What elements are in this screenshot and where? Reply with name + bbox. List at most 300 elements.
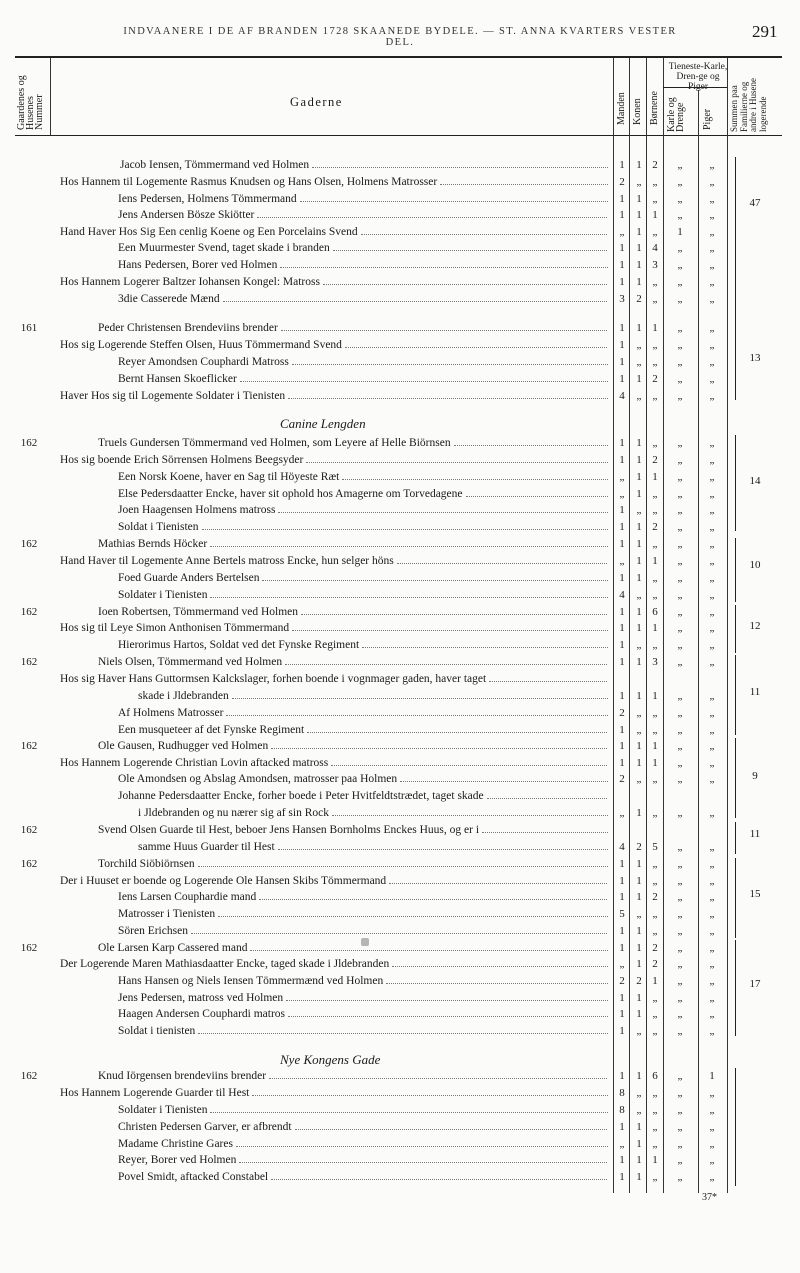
ledger-row [0, 1006, 800, 1023]
ledger-row [0, 1085, 800, 1102]
count-m: „ [619, 1138, 625, 1150]
count-m: 4 [619, 841, 625, 853]
entry-text [60, 956, 608, 973]
entry-text [60, 337, 608, 354]
count-k: „ [636, 589, 642, 601]
group-total: 11 [749, 686, 761, 698]
leader-dots [300, 201, 608, 202]
count-m: 1 [619, 1070, 625, 1082]
ledger-row [0, 1169, 800, 1186]
group-brace [735, 538, 736, 602]
leader-dots [198, 1033, 608, 1034]
section-title: Nye Kongens Gade [280, 1052, 381, 1067]
entry-label: Hand Haver Hos Sig Een cenlig Koene og Een Porcelains Svend [60, 226, 358, 238]
count-kd: „ [677, 942, 683, 954]
count-m: 1 [619, 606, 625, 618]
count-b: „ [652, 226, 658, 238]
entry-text [118, 1023, 608, 1040]
count-b: „ [652, 807, 658, 819]
count-m: „ [619, 488, 625, 500]
ledger-row [0, 889, 800, 906]
leader-dots [489, 681, 608, 682]
entry-label: skade i Jldebranden [138, 690, 229, 702]
count-kd: „ [677, 875, 683, 887]
group-brace [735, 435, 736, 531]
leader-dots [301, 614, 608, 615]
count-p: „ [709, 908, 715, 920]
count-m: 1 [619, 159, 625, 171]
ledger-row [0, 1152, 800, 1169]
count-p: „ [709, 807, 715, 819]
entry-label: Hos Hannem Logerende Guarder til Hest [60, 1087, 250, 1099]
count-k: „ [636, 724, 642, 736]
entry-label: Iens Larsen Couphardie mand [118, 891, 257, 903]
count-b: „ [652, 1121, 658, 1133]
leader-dots [400, 781, 608, 782]
count-b: „ [652, 176, 658, 188]
leader-dots [210, 546, 608, 547]
count-b: „ [652, 504, 658, 516]
ledger-row [0, 207, 800, 224]
count-b: „ [652, 276, 658, 288]
leader-dots [332, 815, 608, 816]
ledger-row [0, 435, 800, 452]
entry-label: Reyer, Borer ved Holmen [118, 1154, 237, 1166]
ledger-row [0, 291, 800, 308]
count-k: 1 [636, 992, 642, 1004]
entry-label: Haver Hos sig til Logemente Soldater i Tienisten [60, 390, 286, 402]
entry-text [60, 1085, 608, 1102]
count-p: „ [709, 488, 715, 500]
group-brace [735, 655, 736, 735]
entry-label: Iens Pedersen, Holmens Tömmermand [118, 193, 297, 205]
col-summen: Summen paa Familierne og andre i Husene logerende [729, 78, 768, 132]
entry-label: Af Holmens Matrosser [118, 707, 224, 719]
count-k: 1 [636, 437, 642, 449]
ledger-row [0, 654, 800, 671]
count-kd: „ [677, 1154, 683, 1166]
count-k: 1 [636, 875, 642, 887]
entry-label: Een Muurmester Svend, taget skade i branden [118, 242, 330, 254]
count-m: 1 [619, 724, 625, 736]
entry-label: Jens Andersen Bösze Skiötter [118, 209, 255, 221]
count-m: 1 [619, 622, 625, 634]
ledger-row [0, 1023, 800, 1040]
ledger-row [0, 805, 800, 822]
count-p: „ [709, 925, 715, 937]
count-p: „ [709, 1154, 715, 1166]
entry-text [118, 291, 608, 308]
leader-dots [240, 381, 608, 382]
count-k: 1 [636, 521, 642, 533]
leader-dots [386, 983, 608, 984]
count-k: 1 [636, 958, 642, 970]
entry-label: Hierorimus Hartos, Soldat ved det Fynske Regiment [118, 639, 360, 651]
count-m: 2 [619, 707, 625, 719]
ledger-row [0, 452, 800, 469]
count-m: 1 [619, 454, 625, 466]
ledger-row [0, 738, 800, 755]
ink-blot [361, 938, 369, 946]
entry-text [118, 371, 608, 388]
count-kd: „ [677, 925, 683, 937]
ledger-row [0, 788, 800, 805]
count-k: 1 [636, 757, 642, 769]
house-number: 162 [20, 656, 38, 668]
count-b: 2 [652, 521, 658, 533]
count-k: 1 [636, 454, 642, 466]
count-b: 3 [652, 259, 658, 271]
count-p: „ [709, 242, 715, 254]
count-p: „ [709, 690, 715, 702]
entry-label: Truels Gundersen Tömmermand ved Holmen, som Leyere af Helle Biörnsen [98, 437, 451, 449]
ledger-row [0, 671, 800, 688]
count-k: 1 [636, 226, 642, 238]
leader-dots [280, 267, 608, 268]
col-gaderne: Gaderne [290, 95, 343, 109]
ledger-row [0, 388, 800, 405]
count-b: „ [652, 707, 658, 719]
entry-text [118, 1136, 608, 1153]
entry-text [98, 435, 608, 452]
count-kd: „ [677, 293, 683, 305]
count-b: „ [652, 293, 658, 305]
count-k: „ [636, 356, 642, 368]
count-m: 8 [619, 1104, 625, 1116]
ledger-row [0, 973, 800, 990]
ledger-row [0, 157, 800, 174]
ledger-row [0, 371, 800, 388]
rule-tjeneste [663, 87, 727, 88]
entry-text [118, 191, 608, 208]
count-kd: „ [677, 740, 683, 752]
count-b: 1 [652, 209, 658, 221]
rule-gaard [50, 58, 51, 135]
count-k: 1 [636, 1070, 642, 1082]
count-p: „ [709, 622, 715, 634]
ledger-row [0, 1068, 800, 1085]
header-bottom-rule [15, 135, 782, 136]
group-total: 10 [749, 559, 761, 571]
entry-label: Hos Hannem Logerende Christian Lovin aftacked matross [60, 757, 329, 769]
count-k: 1 [636, 572, 642, 584]
count-b: 3 [652, 656, 658, 668]
group-brace [735, 605, 736, 653]
count-m: 1 [619, 521, 625, 533]
ledger-row [0, 637, 800, 654]
count-p: „ [709, 1087, 715, 1099]
entry-label: Hans Hansen og Niels Iensen Tömmermænd ved Holmen [118, 975, 384, 987]
count-kd: „ [677, 555, 683, 567]
entry-label: samme Huus Guarder til Hest [138, 841, 275, 853]
leader-dots [285, 664, 608, 665]
count-m: 1 [619, 193, 625, 205]
count-p: „ [709, 639, 715, 651]
count-b: 6 [652, 606, 658, 618]
count-b: 2 [652, 373, 658, 385]
leader-dots [269, 1078, 608, 1079]
count-m: 1 [619, 242, 625, 254]
entry-text [98, 940, 608, 957]
entry-label: Hos sig Logerende Steffen Olsen, Huus Tömmermand Svend [60, 339, 342, 351]
entry-label: Povel Smidt, aftacked Constabel [118, 1171, 269, 1183]
leader-dots [292, 630, 608, 631]
entry-text [138, 839, 608, 856]
ledger-row [0, 587, 800, 604]
leader-dots [232, 698, 608, 699]
entry-text [118, 973, 608, 990]
count-k: „ [636, 908, 642, 920]
ledger-row [0, 486, 800, 503]
group-total: 9 [752, 770, 758, 782]
count-b: „ [652, 1104, 658, 1116]
group-brace [735, 940, 736, 1036]
count-k: 1 [636, 1121, 642, 1133]
count-m: 1 [619, 639, 625, 651]
leader-dots [257, 217, 608, 218]
entry-text [118, 889, 608, 906]
entry-text [60, 873, 608, 890]
entry-label: Een Norsk Koene, haver en Sag til Höyeste Ræt [118, 471, 340, 483]
count-b: 1 [652, 975, 658, 987]
entry-label: Torchild Siöbiörnsen [98, 858, 195, 870]
count-b: 6 [652, 1070, 658, 1082]
leader-dots [392, 966, 608, 967]
count-k: 1 [636, 555, 642, 567]
count-m: 1 [619, 875, 625, 887]
count-kd: „ [677, 1070, 683, 1082]
count-k: 1 [636, 193, 642, 205]
signature-mark: 37* [702, 1192, 717, 1203]
leader-dots [331, 765, 608, 766]
entry-label: Een musqueteer af det Fynske Regiment [118, 724, 305, 736]
entry-label: Knud Iörgensen brendeviins brender [98, 1070, 267, 1082]
count-kd: „ [677, 504, 683, 516]
entry-label: Soldat i tienisten [118, 1025, 196, 1037]
count-p: „ [709, 1025, 715, 1037]
count-k: 1 [636, 209, 642, 221]
entry-label: Matrosser i Tienisten [118, 908, 216, 920]
count-kd: „ [677, 639, 683, 651]
leader-dots [288, 1016, 608, 1017]
ledger-row [0, 337, 800, 354]
count-b: 2 [652, 942, 658, 954]
count-p: „ [709, 322, 715, 334]
count-p: „ [709, 373, 715, 385]
count-p: „ [709, 724, 715, 736]
count-kd: „ [677, 356, 683, 368]
entry-label: Haagen Andersen Couphardi matros [118, 1008, 286, 1020]
leader-dots [487, 798, 608, 799]
count-kd: „ [677, 807, 683, 819]
count-k: 2 [636, 975, 642, 987]
ledger-row [0, 174, 800, 191]
running-head: INDVAANERE I DE AF BRANDEN 1728 SKAANEDE BYDELE. — ST. ANNA KVARTERS VESTER DEL. [123, 26, 677, 48]
count-b: 2 [652, 454, 658, 466]
count-kd: 1 [677, 226, 683, 238]
count-p: „ [709, 437, 715, 449]
entry-label: Mathias Bernds Höcker [98, 538, 208, 550]
entry-label: Peder Christensen Brendeviins brender [98, 322, 278, 334]
count-b: „ [652, 875, 658, 887]
entry-label: Hos Hannem til Logemente Rasmus Knudsen og Hans Olsen, Holmens Matrosser [60, 176, 438, 188]
count-kd: „ [677, 572, 683, 584]
entry-label: Hos sig til Leye Simon Anthonisen Tömmermand [60, 622, 290, 634]
leader-dots [342, 479, 608, 480]
entry-text [60, 224, 608, 241]
count-p: „ [709, 471, 715, 483]
leader-dots [397, 563, 608, 564]
entry-text [118, 502, 608, 519]
count-b: „ [652, 1171, 658, 1183]
entry-label: Else Pedersdaatter Encke, haver sit ophold hos Amagerne om Torvedagene [118, 488, 463, 500]
entry-text [118, 240, 608, 257]
entry-label: Jacob Iensen, Tömmermand ved Holmen [120, 159, 310, 171]
entry-label: Der Logerende Maren Mathiasdaatter Encke, taged skade i Jldebranden [60, 958, 390, 970]
count-m: 1 [619, 356, 625, 368]
leader-dots [361, 234, 608, 235]
ledger-row [0, 553, 800, 570]
count-b: „ [652, 1025, 658, 1037]
leader-dots [306, 462, 608, 463]
entry-text [118, 257, 608, 274]
entry-text [118, 207, 608, 224]
entry-label: Hos sig Haver Hans Guttormsen Kalckslager, forhen boende i vognmager gaden, haver taget [60, 673, 487, 685]
count-k: 2 [636, 293, 642, 305]
count-k: 1 [636, 471, 642, 483]
leader-dots [218, 916, 608, 917]
count-kd: „ [677, 841, 683, 853]
count-m: „ [619, 471, 625, 483]
count-b: „ [652, 572, 658, 584]
count-m: 1 [619, 538, 625, 550]
count-k: „ [636, 390, 642, 402]
count-k: 1 [636, 538, 642, 550]
leader-dots [345, 347, 608, 348]
count-b: 1 [652, 622, 658, 634]
ledger-row [0, 240, 800, 257]
ledger-row [0, 839, 800, 856]
entry-label: Soldater i Tienisten [118, 1104, 208, 1116]
entry-text [120, 157, 608, 174]
entry-text [98, 822, 608, 839]
count-m: 1 [619, 1171, 625, 1183]
count-k: 1 [636, 159, 642, 171]
count-b: 2 [652, 159, 658, 171]
count-b: „ [652, 488, 658, 500]
ledger-row [0, 257, 800, 274]
count-p: „ [709, 572, 715, 584]
ledger-row [0, 274, 800, 291]
entry-text [118, 705, 608, 722]
ledger-row [0, 906, 800, 923]
house-number: 162 [20, 1070, 38, 1082]
count-kd: „ [677, 606, 683, 618]
leader-dots [259, 899, 608, 900]
entry-text [118, 570, 608, 587]
count-kd: „ [677, 656, 683, 668]
entry-text [98, 536, 608, 553]
entry-label: Sören Erichsen [118, 925, 188, 937]
count-b: „ [652, 339, 658, 351]
count-p: „ [709, 589, 715, 601]
entry-text [118, 1006, 608, 1023]
count-m: 1 [619, 322, 625, 334]
entry-text [60, 671, 608, 688]
ledger-row [0, 320, 800, 337]
house-number: 162 [20, 740, 38, 752]
leader-dots [362, 647, 608, 648]
count-b: „ [652, 589, 658, 601]
col-bornene: Børnene [649, 91, 660, 125]
count-b: 1 [652, 690, 658, 702]
count-kd: „ [677, 1008, 683, 1020]
col-tjeneste: Tieneste-Karle, Dren-ge og Piger [668, 62, 728, 92]
count-kd: „ [677, 209, 683, 221]
group-total: 12 [749, 620, 761, 632]
leader-dots [262, 580, 608, 581]
leader-dots [223, 301, 608, 302]
leader-dots [198, 866, 608, 867]
count-m: 1 [619, 992, 625, 1004]
count-p: „ [709, 1171, 715, 1183]
count-k: 1 [636, 656, 642, 668]
count-m: 1 [619, 339, 625, 351]
entry-label: Hand Haver til Logemente Anne Bertels matross Encke, hun selger höns [60, 555, 394, 567]
count-k: 1 [636, 622, 642, 634]
count-p: „ [709, 1138, 715, 1150]
ledger-row [0, 873, 800, 890]
ledger-row [0, 705, 800, 722]
count-m: 1 [619, 572, 625, 584]
col-karle: Karle og Drenge [666, 97, 686, 132]
ledger-row [0, 536, 800, 553]
ledger-row [0, 688, 800, 705]
entry-label: Madame Christine Gares [118, 1138, 233, 1150]
count-kd: „ [677, 373, 683, 385]
count-kd: „ [677, 975, 683, 987]
count-kd: „ [677, 437, 683, 449]
count-k: 1 [636, 373, 642, 385]
entry-text [60, 755, 608, 772]
leader-dots [226, 715, 608, 716]
entry-text [98, 738, 608, 755]
entry-text [118, 486, 608, 503]
count-kd: „ [677, 1087, 683, 1099]
count-b: 1 [652, 555, 658, 567]
count-m: 1 [619, 276, 625, 288]
count-p: „ [709, 958, 715, 970]
count-m: 4 [619, 390, 625, 402]
count-m: 1 [619, 740, 625, 752]
entry-text [60, 174, 608, 191]
count-m: 1 [619, 437, 625, 449]
entry-text [118, 1102, 608, 1119]
house-number: 162 [20, 437, 38, 449]
count-b: „ [652, 193, 658, 205]
count-p: „ [709, 454, 715, 466]
entry-text [98, 856, 608, 873]
entry-text [118, 354, 608, 371]
count-kd: „ [677, 242, 683, 254]
count-m: 1 [619, 690, 625, 702]
ledger-row [0, 856, 800, 873]
count-m: „ [619, 807, 625, 819]
count-kd: „ [677, 390, 683, 402]
count-kd: „ [677, 690, 683, 702]
count-m: 1 [619, 925, 625, 937]
ledger-row [0, 191, 800, 208]
